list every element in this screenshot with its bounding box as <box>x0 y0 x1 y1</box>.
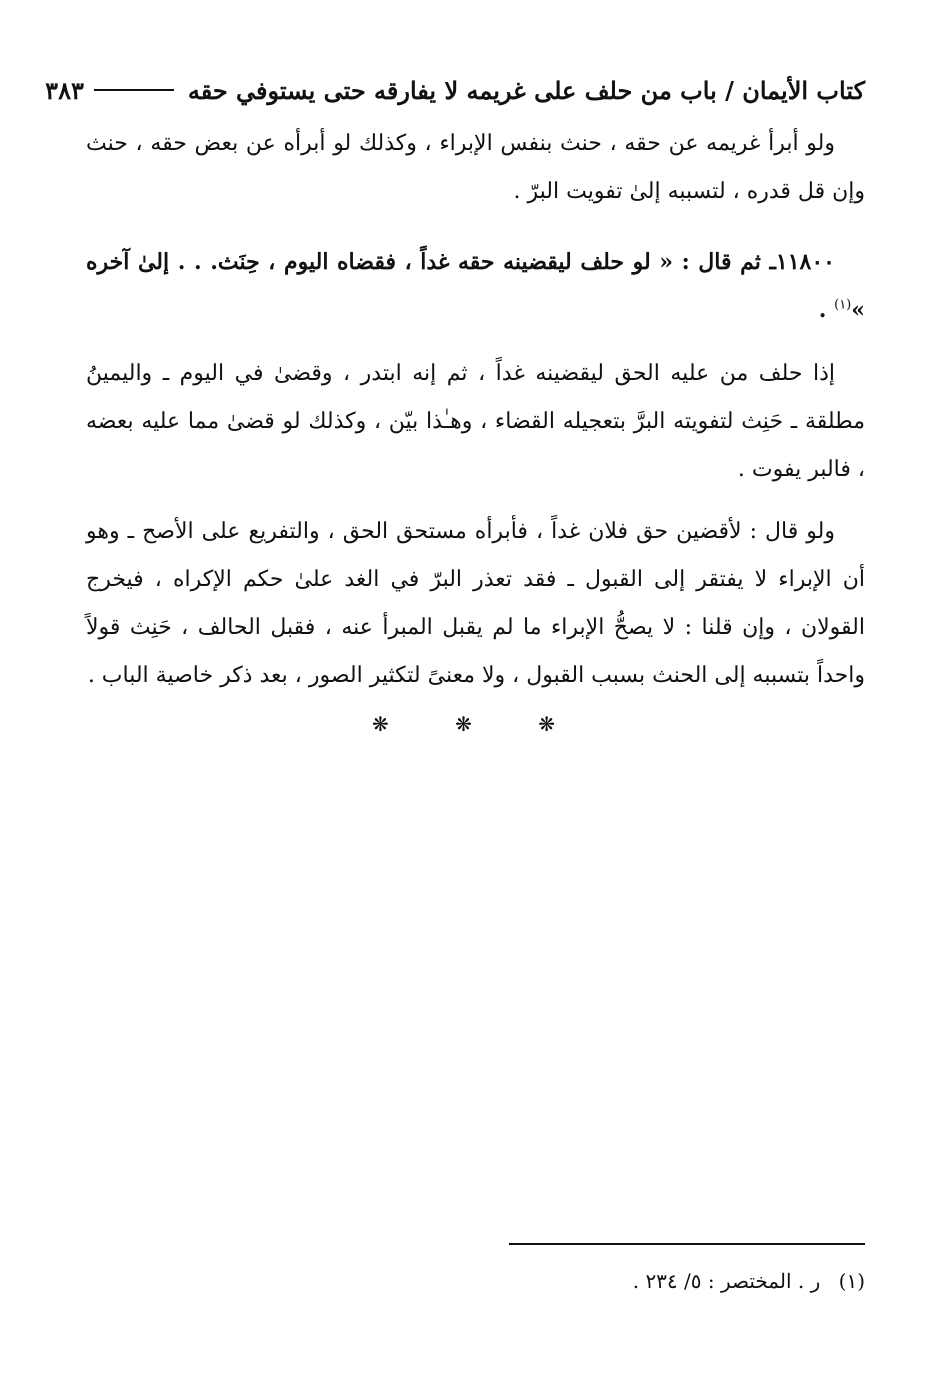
chapter-title: كتاب الأيمان / باب من حلف على غريمه لا يفارقه حتى يستوفي حقه <box>187 75 865 105</box>
section-ornament <box>0 712 951 736</box>
footnote <box>86 1264 865 1298</box>
ornament-star-icon: ❋ <box>455 712 496 736</box>
issue-heading <box>86 238 865 334</box>
paragraph-1: ولو أبرأ غريمه عن حقه ، حنث بنفس الإبراء ، وكذلك لو أبرأه عن بعض حقه ، حنث وإن قل قدره ، لتسببه إلىٰ تفويت البرّ . <box>86 131 865 204</box>
paragraph-4: ولو قال : لأقضين حق فلان غداً ، فأبرأه مستحق الحق ، والتفريع على الأصح ـ وهو أن الإبراء لا يفتقر إلى القبول ـ فقد تعذر البرّ في الغد علىٰ حكم الإكراه ، فيخرج القولان ، وإن قلنا : لا يصحُّ الإبراء ما لم يقبل المبرأ عنه ، فقبل الحالف ، حَنِث قولاً واحداً بتسببه إلى الحنث بسبب القبول ، ولا معنىً لتكثير الصور ، بعد ذكر خاصية الباب . <box>86 519 865 688</box>
page-number: ٣٨٣ <box>45 75 84 105</box>
footnote-marker: (١) <box>838 1269 865 1293</box>
footnote-reference[interactable]: (١) <box>834 297 852 313</box>
header-rule <box>94 89 174 91</box>
issue-end: . <box>818 297 835 323</box>
body-text <box>86 120 865 714</box>
footnote-rule <box>509 1243 865 1245</box>
footnote-text: ر . المختصر : ٥/ ٢٣٤ . <box>632 1269 821 1293</box>
ornament-star-icon: ❋ <box>371 712 413 736</box>
issue-text: ١١٨٠٠ـ ثم قال : « لو حلف ليقضينه حقه غداً ، فقضاه اليوم ، حِنَث. . . إلىٰ آخره » <box>86 249 865 323</box>
running-header <box>45 70 865 110</box>
ornament-star-icon: ❋ <box>538 712 579 736</box>
paragraph-3: إذا حلف من عليه الحق ليقضينه غداً ، ثم إنه ابتدر ، وقضىٰ في اليوم ـ واليمينُ مطلقة ـ حَنِث لتفويته البرَّ بتعجيله القضاء ، وهـٰذا بيّن ، وكذلك لو قضىٰ مما عليه بعضه ، فالبر يفوت . <box>86 361 865 482</box>
